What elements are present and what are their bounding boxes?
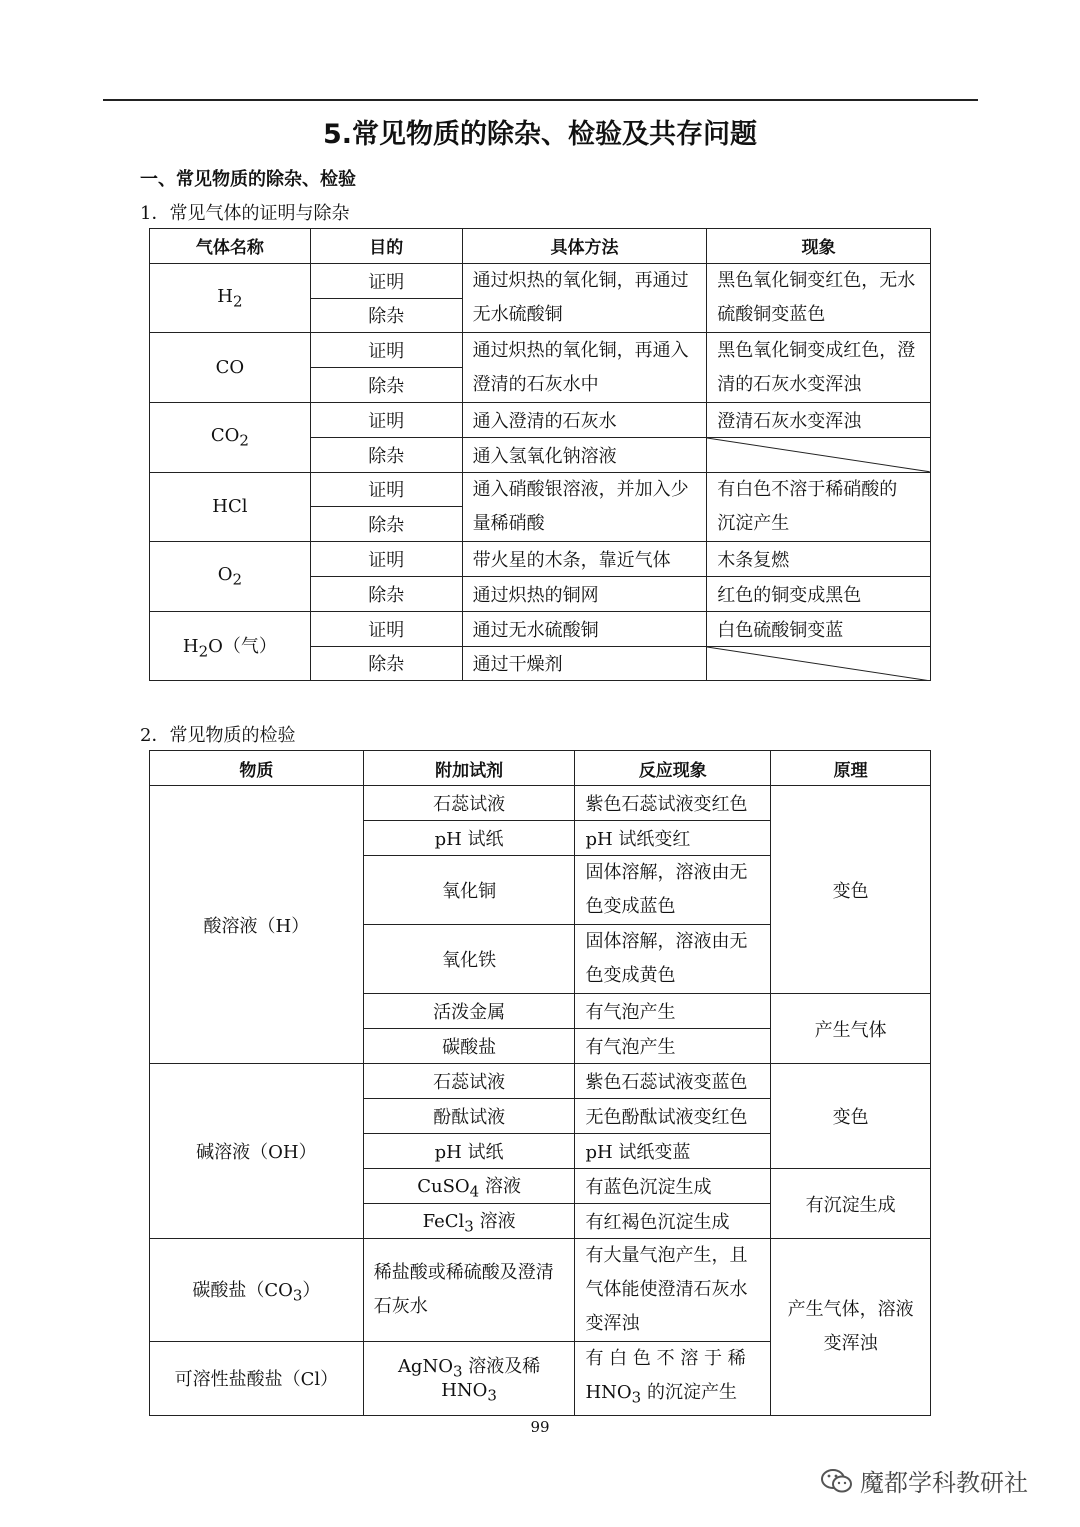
purpose-cell: 除杂 [310,646,462,681]
table-row [150,1064,931,1099]
table-header-row [150,751,931,786]
reagent-cell: 氧化铁 [363,925,575,994]
gas-name-co2: $CO_2$ [150,402,311,472]
phenomenon-cell: 紫色石蕊试液变红色 [575,786,771,821]
substance-chloride: 可溶性盐酸盐（Cl） [150,1342,364,1416]
phenomenon-cell: 无色酚酞试液变红色 [575,1099,771,1134]
phenomenon-cell: 白色硫酸铜变蓝 [707,611,931,646]
phenomenon-cell: pH 试纸变蓝 [575,1134,771,1169]
phenomenon-cell: 固体溶解，溶液由无 色变成蓝色 [575,856,771,925]
phenomenon-cell: 有白色不溶于稀硝酸的 沉淀产生 [707,472,931,542]
method-cell: 通入澄清的石灰水 [462,402,707,437]
phenomenon-cell: 澄清石灰水变浑浊 [707,402,931,437]
header-cell: 原理 [771,751,931,786]
table-row [150,542,931,577]
principle-cell: 有沉淀生成 [771,1169,931,1239]
phenomenon-cell: 有气泡产生 [575,994,771,1029]
substance-base: 碱溶液（OH） [150,1064,364,1239]
purpose-cell: 证明 [310,472,462,507]
purpose-cell: 证明 [310,542,462,577]
header-cell: 现象 [707,229,931,264]
purpose-cell: 除杂 [310,437,462,472]
principle-cell: 变色 [771,1064,931,1169]
watermark-text: 魔都学科教研社 [860,1469,1028,1497]
reagent-cell: 石蕊试液 [363,1064,575,1099]
reagent-cell: pH 试纸 [363,821,575,856]
purpose-cell: 除杂 [310,507,462,542]
method-cell: 带火星的木条，靠近气体 [462,542,707,577]
header-cell: 气体名称 [150,229,311,264]
header-cell: 物质 [150,751,364,786]
method-cell: 通过炽热的氧化铜，再通过 无水硫酸铜 [462,263,707,333]
phenomenon-cell: 有 白 色 不 溶 于 稀 $HNO_3$ 的沉淀产生 [575,1342,771,1416]
gas-name-o2: $O_2$ [150,542,311,612]
phenomenon-cell: 黑色氧化铜变红色，无水 硫酸铜变蓝色 [707,263,931,333]
principle-cell: 产生气体 [771,994,931,1064]
method-cell: 通入氢氧化钠溶液 [462,437,707,472]
page-number: 99 [530,1418,550,1436]
empty-diagonal-cell [707,437,931,472]
reagent-cell: 氧化铜 [363,856,575,925]
header-cell: 附加试剂 [363,751,575,786]
reagent-cell: 酚酞试液 [363,1099,575,1134]
principle-cell: 变色 [771,786,931,994]
purpose-cell: 证明 [310,611,462,646]
gas-name-h2o: $H_2O$（气） [150,611,311,681]
purpose-cell: 除杂 [310,576,462,611]
gas-name-h2: $H_2$ [150,263,311,333]
reagent-cell: 石蕊试液 [363,786,575,821]
substance-acid: 酸溶液（H） [150,786,364,1064]
table-row [150,611,931,646]
reagent-cell: 活泼金属 [363,994,575,1029]
header-cell: 具体方法 [462,229,707,264]
table-row [150,402,931,437]
page-title: 5.常见物质的除杂、检验及共存问题 [322,119,758,150]
phenomenon-cell: 固体溶解，溶液由无 色变成黄色 [575,925,771,994]
substance-carbonate: 碳酸盐$(CO_3)$ [150,1239,364,1342]
reagent-cell: pH 试纸 [363,1134,575,1169]
phenomenon-cell: 有红褐色沉淀生成 [575,1204,771,1239]
subsection-heading-1: 1．常见气体的证明与除杂 [140,203,350,224]
phenomenon-cell: 黑色氧化铜变成红色，澄 清的石灰水变浑浊 [707,333,931,403]
phenomenon-cell: 紫色石蕊试液变蓝色 [575,1064,771,1099]
subsection-heading-2: 2．常见物质的检验 [140,725,296,746]
reagent-cell: FeCl$_3$ 溶液 [363,1204,575,1239]
section-heading: 一、常见物质的除杂、检验 [140,169,356,190]
reagent-cell: 碳酸盐 [363,1029,575,1064]
method-cell: 通过炽热的铜网 [462,576,707,611]
method-cell: 通过无水硫酸铜 [462,611,707,646]
purpose-cell: 除杂 [310,298,462,333]
phenomenon-cell: 有蓝色沉淀生成 [575,1169,771,1204]
method-cell: 通入硝酸银溶液，并加入少 量稀硝酸 [462,472,707,542]
gas-table [149,228,931,681]
gas-name-hcl: HCl [150,472,311,542]
purpose-cell: 除杂 [310,368,462,403]
purpose-cell: 证明 [310,263,462,298]
method-cell: 通过炽热的氧化铜，再通入 澄清的石灰水中 [462,333,707,403]
wechat-icon [820,1467,854,1495]
principle-cell: 产生气体，溶液 变浑浊 [771,1239,931,1416]
phenomenon-cell: pH 试纸变红 [575,821,771,856]
purpose-cell: 证明 [310,333,462,368]
phenomenon-cell: 有气泡产生 [575,1029,771,1064]
reagent-cell: 稀盐酸或稀硫酸及澄清 石灰水 [363,1239,575,1342]
table-row [150,472,931,507]
table-row [150,333,931,368]
phenomenon-cell: 有大量气泡产生，且 气体能使澄清石灰水 变浑浊 [575,1239,771,1342]
purpose-cell: 证明 [310,402,462,437]
top-rule [103,99,978,101]
table-header-row [150,229,931,264]
substance-test-table [149,750,931,1416]
table-row [150,263,931,298]
watermark [820,1463,1028,1498]
reagent-cell: CuSO$_4$ 溶液 [363,1169,575,1204]
phenomenon-cell: 红色的铜变成黑色 [707,576,931,611]
table-row [150,1239,931,1342]
phenomenon-cell: 木条复燃 [707,542,931,577]
header-cell: 目的 [310,229,462,264]
empty-diagonal-cell [707,646,931,681]
gas-name-co: CO [150,333,311,403]
header-cell: 反应现象 [575,751,771,786]
table-row [150,786,931,821]
reagent-cell: AgNO$_3$ 溶液及稀 $HNO_3$ [363,1342,575,1416]
method-cell: 通过干燥剂 [462,646,707,681]
